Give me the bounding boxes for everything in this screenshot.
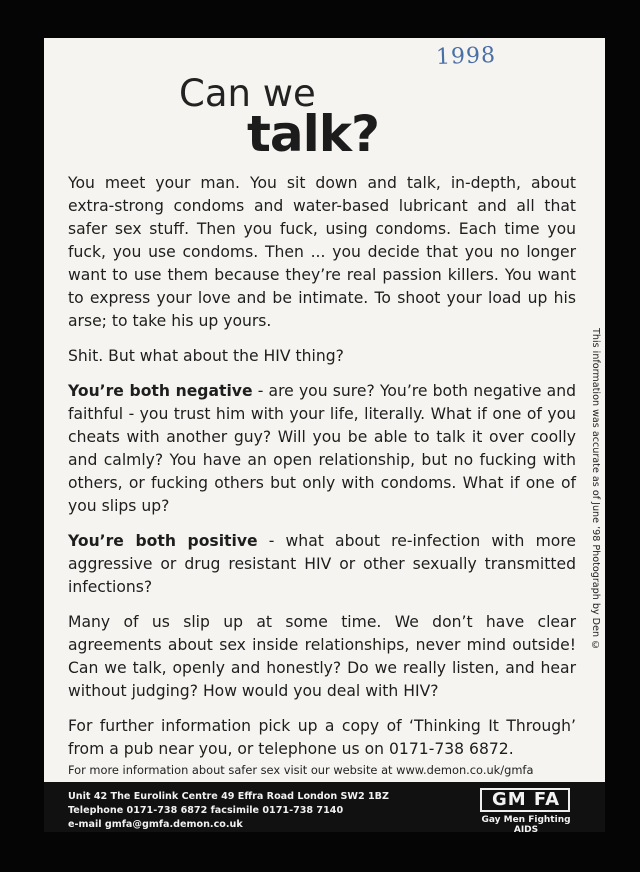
footer-bar <box>44 782 605 835</box>
footer-address-block <box>68 790 389 832</box>
gmfa-logo <box>476 788 572 835</box>
title-line-2: talk? <box>247 105 380 163</box>
heading-positive: You’re both positive <box>68 532 258 550</box>
website-line: For more information about safer sex visit our website at www.demon.co.uk/gmfa <box>68 763 534 777</box>
paragraph-slip-up: Many of us slip up at some time. We don’t have clear agreements about sex inside relationships, never mind outside! Can we talk, openly and honestly? Do we really listen, and hear without judging? How would you deal with HIV? <box>68 613 576 700</box>
body-text <box>68 172 576 773</box>
logo-mark: GM FA <box>491 789 561 810</box>
title-line-1: Can we <box>179 72 316 115</box>
paragraph-positive <box>68 530 576 599</box>
side-note: This information was accurate as of June ’98 Photograph by Den © <box>590 328 601 652</box>
handwritten-year: 1998 <box>435 42 497 71</box>
paragraph-further-info: For further information pick up a copy of ‘Thinking It Through’ from a pub near you, or telephone us on 0171-738 6872. <box>68 717 576 758</box>
logo-tagline: Gay Men Fighting AIDS <box>481 815 571 835</box>
paragraph-question: Shit. But what about the HIV thing? <box>68 347 344 365</box>
heading-negative: You’re both negative <box>68 382 253 400</box>
text-negative: - are you sure? You’re both negative and faithful - you trust him with your life, literally. What if one of you cheats with another guy? Will you be able to talk it over coolly and calmly? You have an open relationship, but no fucking with others, or fucking others but only with condoms. What if one of you slips up? <box>68 382 576 515</box>
paragraph-negative <box>68 380 576 518</box>
footer-phone: Telephone 0171-738 6872 facsimile 0171-738 7140 <box>68 805 344 816</box>
footer-address: Unit 42 The Eurolink Centre 49 Effra Road London SW2 1BZ <box>68 791 389 802</box>
footer-email: e-mail gmfa@gmfa.demon.co.uk <box>68 819 243 830</box>
text-positive: - what about re-infection with more aggressive or drug resistant HIV or other sexually transmitted infections? <box>68 532 576 596</box>
leaflet-card <box>44 38 605 835</box>
paragraph-intro: You meet your man. You sit down and talk, in-depth, about extra-strong condoms and water-based lubricant and all that safer sex stuff. Then you fuck, using condoms. Each time you fuck, you use condoms. Then ... you decide that you no longer want to use them because they’re real passion killers. You want to express your love and be intimate. To shoot your load up his arse; to take his up yours. <box>68 174 576 330</box>
